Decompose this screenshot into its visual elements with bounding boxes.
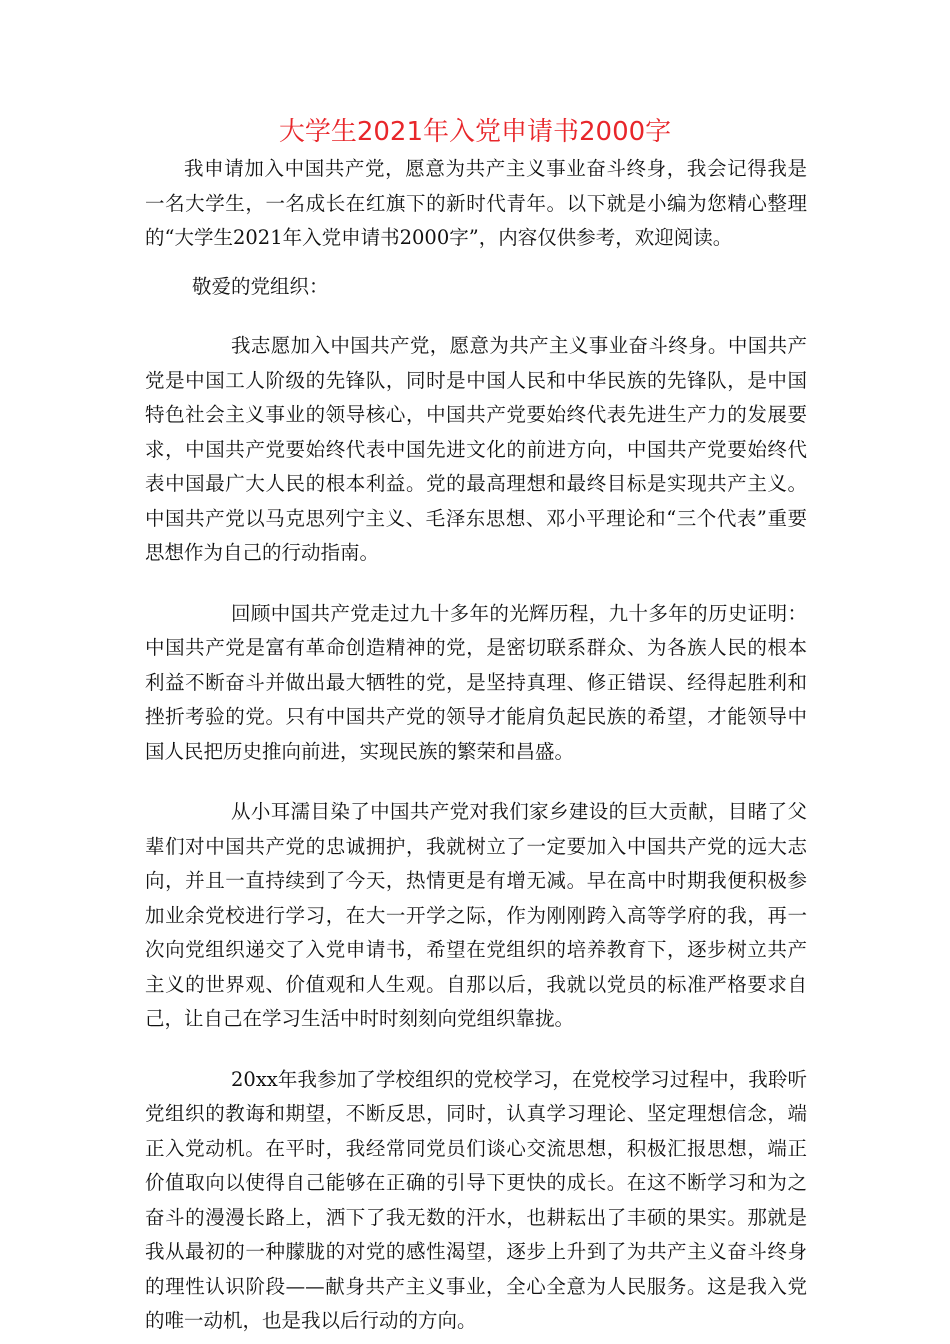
body-paragraph-2: 回顾中国共产党走过九十多年的光辉历程，九十多年的历史证明：中国共产党是富有革命创造精神的党，是密切联系群众、为各族人民的根本利益不断奋斗并做出最大牺牲的党，是坚持真理、修正错误、经得起胜利和挫折考验的党。只有中国共产党的领导才能肩负起民族的希望，才能领导中国人民把历史推向前进，实现民族的繁荣和昌盛。 bbox=[145, 601, 807, 763]
salutation: 敬爱的党组织： bbox=[192, 274, 329, 298]
intro-paragraph: 我申请加入中国共产党，愿意为共产主义事业奋斗终身，我会记得我是一名大学生，一名成长在红旗下的新时代青年。以下就是小编为您精心整理的“大学生2021年入党申请书2000字”，内容仅供参考，欢迎阅读。 bbox=[145, 157, 807, 249]
body-paragraph-1: 我志愿加入中国共产党，愿意为共产主义事业奋斗终身。中国共产党是中国工人阶级的先锋队，同时是中国人民和中华民族的先锋队，是中国特色社会主义事业的领导核心，中国共产党要始终代表先进生产力的发展要求，中国共产党要始终代表中国先进文化的前进方向，中国共产党要始终代表中国最广大人民的根本利益。党的最高理想和最终目标是实现共产主义。中国共产党以马克思列宁主义、毛泽东思想、邓小平理论和“三个代表”重要思想作为自己的行动指南。 bbox=[145, 334, 807, 564]
body-paragraph-4: 20xx年我参加了学校组织的党校学习，在党校学习过程中，我聆听党组织的教诲和期望，不断反思，同时，认真学习理论、坚定理想信念，端正入党动机。在平时，我经常同党员们谈心交流思想，积极汇报思想，端正价值取向以使得自己能够在正确的引导下更快的成长。在这不断学习和为之奋斗的漫漫长路上，洒下了我无数的汗水，也耕耘出了丰硕的果实。那就是我从最初的一种朦胧的对党的感性渴望，逐步上升到了为共产主义奋斗终身的理性认识阶段——献身共产主义事业，全心全意为人民服务。这是我入党的唯一动机，也是我以后行动的方向。 bbox=[145, 1067, 807, 1332]
document-title: 大学生2021年入党申请书2000字 bbox=[278, 117, 672, 147]
body-paragraph-3: 从小耳濡目染了中国共产党对我们家乡建设的巨大贡献，目睹了父辈们对中国共产党的忠诚拥护，我就树立了一定要加入中国共产党的远大志向，并且一直持续到了今天，热情更是有增无减。早在高中时期我便积极参加业余党校进行学习，在大一开学之际，作为刚刚跨入高等学府的我，再一次向党组织递交了入党申请书，希望在党组织的培养教育下，逐步树立共产主义的世界观、价值观和人生观。自那以后，我就以党员的标准严格要求自己，让自己在学习生活中时时刻刻向党组织靠拢。 bbox=[145, 800, 807, 1030]
document-body bbox=[145, 152, 807, 1339]
